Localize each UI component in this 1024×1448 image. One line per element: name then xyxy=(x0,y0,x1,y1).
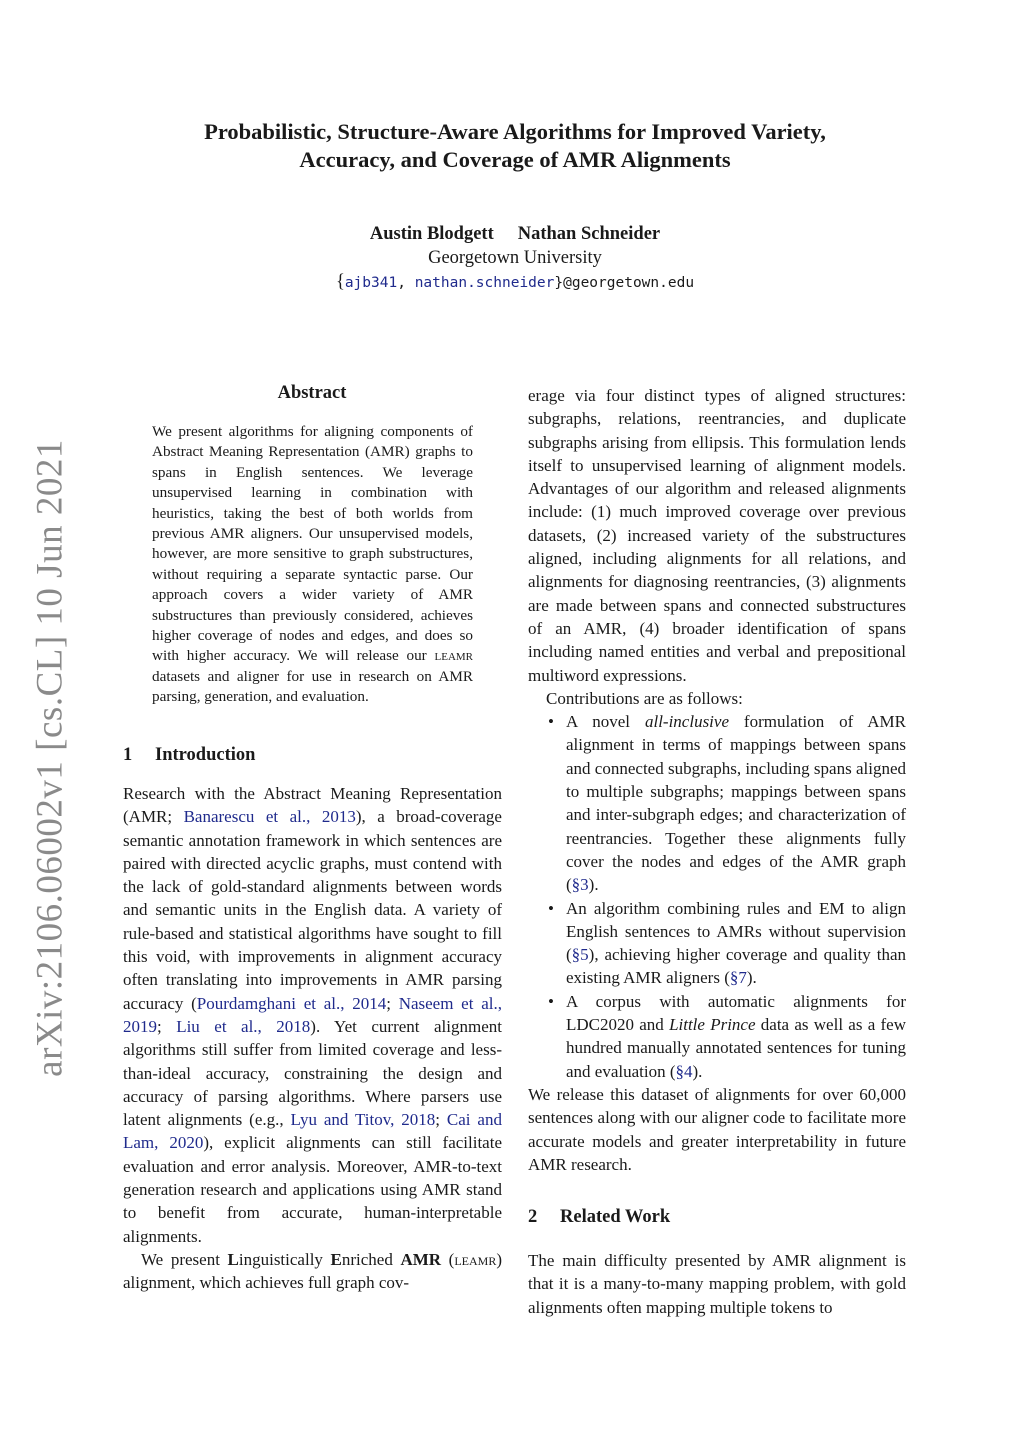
related-section-title: Related Work xyxy=(560,1207,671,1227)
bullet-icon: • xyxy=(548,712,554,732)
contributions-list xyxy=(528,710,906,1083)
author-1: Austin Blodgett xyxy=(369,224,494,244)
right-column-body xyxy=(528,384,906,1176)
intro-section-number: 1 xyxy=(123,745,133,765)
citation-naseem[interactable]: Naseem et al., 2019 xyxy=(123,993,502,1036)
left-column-body xyxy=(123,782,502,1295)
list-item: • A novel all-inclusive formulation of AMR alignment in terms of mappings between spans and connected subgraphs, including spans aligned to multiple subgraphs; mappings between spans and inter-subgraph edges; and characterization of reentrancies. Together these alignments fully cover the nodes and edges of the AMR graph (§3). xyxy=(548,712,906,895)
affiliation: Georgetown University xyxy=(428,248,602,268)
section-ref-7[interactable]: §7 xyxy=(729,968,747,988)
abstract-text: We present algorithms for aligning components of Abstract Meaning Representation (AMR) graphs to spans in English sentences. We leverage unsupervised learning in combination with heuristics, taking the best of both worlds from previous AMR aligners. Our unsupervised models, however, are more sensitive to graph substructures, without requiring a separate syntactic parse. Our approach covers a wider variety of AMR substructures than previously considered, achieves higher coverage of nodes and edges, and does so with higher accuracy. We will release our xyxy=(152,423,473,665)
bullet-icon: • xyxy=(548,898,554,918)
paper-title xyxy=(100,118,930,174)
email-separator: , xyxy=(397,275,415,291)
citation-lyu-titov[interactable]: Lyu and Titov, 2018 xyxy=(290,1110,436,1130)
intro-paragraph-2-continued: erage via four distinct types of aligned structures: subgraphs, relations, reentrancies, and duplicate subgraphs arising from ellipsis. This formulation lends itself to unsupervised learning of alignment models. Advantages of our algorithm and released alignments include: (1) much improved coverage over previous datasets, (2) increased variety of the substructures aligned, including alignments for all relations, and alignments for diagnosing reentrancies, (3) alignments are made between spans and connected substructures of an AMR, (4) broader identification of spans including named entities and verbal and prepositional multiword expressions. xyxy=(528,386,906,685)
abstract-body xyxy=(152,422,473,708)
email-open-brace: { xyxy=(335,272,345,292)
release-paragraph: We release this dataset of alignments for over 60,000 sentences along with our aligner code to facilitate more accurate models and greater interpretability in future AMR research. xyxy=(528,1084,906,1174)
email-link-ajb341[interactable]: ajb341 xyxy=(344,275,398,291)
title-line-2: Accuracy, and Coverage of AMR Alignments xyxy=(299,147,731,172)
citation-banarescu[interactable]: Banarescu et al., 2013 xyxy=(183,807,356,827)
citation-liu[interactable]: Liu et al., 2018 xyxy=(176,1016,311,1036)
bullet-icon: • xyxy=(548,991,554,1011)
related-work-body xyxy=(528,1249,906,1319)
list-item: • An algorithm combining rules and EM to align English sentences to AMRs without supervision (§5), achieving higher coverage and quality than existing AMR aligners (§7). xyxy=(548,898,906,988)
section-ref-5[interactable]: §5 xyxy=(571,945,589,965)
arxiv-sidebar xyxy=(22,439,78,1077)
email-domain: }@georgetown.edu xyxy=(554,275,695,291)
intro-paragraph-2: We present Linguistically Enriched AMR (leamr) alignment, which achieves full graph cov- xyxy=(123,1249,502,1293)
author-2: Nathan Schneider xyxy=(517,224,661,244)
arxiv-identifier: arXiv:2106.06002v1 [cs.CL] 10 Jun 2021 xyxy=(29,439,71,1077)
section-ref-3[interactable]: §3 xyxy=(571,875,589,895)
section-ref-4[interactable]: §4 xyxy=(675,1061,693,1081)
related-work-heading xyxy=(528,1207,670,1228)
leamr-term: leamr xyxy=(454,1249,497,1269)
leamr-term: leamr xyxy=(434,647,473,665)
intro-heading xyxy=(123,745,255,766)
intro-section-title: Introduction xyxy=(155,745,256,765)
abstract-text-end: datasets and aligner for use in research on AMR parsing, generation, and evaluation. xyxy=(152,667,473,706)
author-block xyxy=(200,222,830,295)
email-link-nathan[interactable]: nathan.schneider xyxy=(414,275,555,291)
email-line xyxy=(200,270,830,295)
citation-cai-lam[interactable]: Cai and Lam, 2020 xyxy=(123,1110,502,1153)
title-line-1: Probabilistic, Structure-Aware Algorithms for Improved Variety, xyxy=(204,119,826,144)
author-names xyxy=(200,222,830,246)
citation-pourdamghani[interactable]: Pourdamghani et al., 2014 xyxy=(196,993,387,1013)
intro-paragraph-1: Research with the Abstract Meaning Representation (AMR; Banarescu et al., 2013), a broad-coverage semantic annotation framework in which sentences are paired with directed acyclic graphs, must contend with the lack of gold-standard alignments between words and semantic units in the English data. A variety of rule-based and statistical algorithms have sought to fill this void, with improvements in alignment accuracy often translating into improvements in AMR parsing accuracy (Pourdamghani et al., 2014; Naseem et al., 2019; Liu et al., 2018). Yet current alignment algorithms still suffer from limited coverage and less-than-ideal accuracy, constraining the design and accuracy of parsing algorithms. Where parsers use latent alignments (e.g., Lyu and Titov, 2018; Cai and Lam, 2020), explicit alignments can still facilitate evaluation and error analysis. Moreover, AMR-to-text generation research and applications using AMR stand to benefit from accurate, human-interpretable alignments. xyxy=(123,784,502,1246)
related-paragraph-1: The main difficulty presented by AMR alignment is that it is a many-to-many mapping problem, with gold alignments often mapping multiple tokens to xyxy=(528,1251,906,1317)
related-section-number: 2 xyxy=(528,1207,538,1227)
abstract-heading: Abstract xyxy=(277,383,347,403)
contributions-intro: Contributions are as follows: xyxy=(546,688,743,708)
list-item: • A corpus with automatic alignments for LDC2020 and Little Prince data as well as a few hundred manually annotated sentences for tuning and evaluation (§4). xyxy=(548,991,906,1081)
